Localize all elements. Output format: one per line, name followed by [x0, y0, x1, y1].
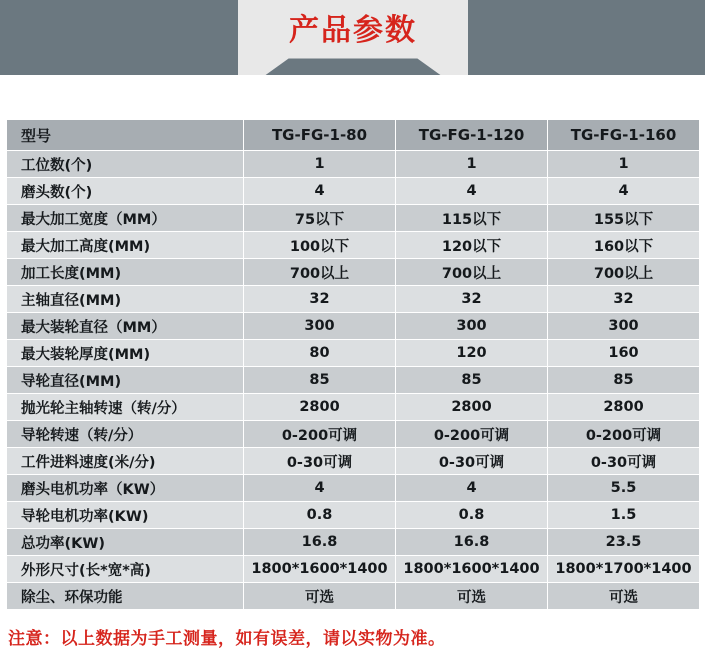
- row-value: 0-30可调: [548, 448, 700, 475]
- row-value: 85: [244, 367, 396, 394]
- row-value: 23.5: [548, 529, 700, 556]
- row-label: 导轮直径(MM): [7, 367, 244, 394]
- column-header-model-3: TG-FG-1-160: [548, 120, 700, 151]
- row-label: 最大装轮厚度(MM): [7, 340, 244, 367]
- row-value: 1: [548, 151, 700, 178]
- row-value: 0-30可调: [244, 448, 396, 475]
- table-row: [7, 475, 700, 502]
- row-value: 1800*1700*1400: [548, 556, 700, 583]
- row-value: 85: [396, 367, 548, 394]
- page-title: 产品参数: [289, 13, 417, 48]
- row-label: 磨头数(个): [7, 178, 244, 205]
- table-row: [7, 205, 700, 232]
- table-row: [7, 259, 700, 286]
- row-value: 155以下: [548, 205, 700, 232]
- row-value: 32: [244, 286, 396, 313]
- spec-table-container: [0, 95, 705, 610]
- table-row: [7, 340, 700, 367]
- table-row: [7, 286, 700, 313]
- table-row: [7, 583, 700, 610]
- row-label: 工位数(个): [7, 151, 244, 178]
- column-header-model-label: 型号: [7, 120, 244, 151]
- row-value: 可选: [244, 583, 396, 610]
- table-row: [7, 421, 700, 448]
- row-label: 总功率(KW): [7, 529, 244, 556]
- row-label: 最大加工宽度（MM）: [7, 205, 244, 232]
- table-row: [7, 367, 700, 394]
- row-value: 4: [548, 178, 700, 205]
- row-label: 最大装轮直径（MM）: [7, 313, 244, 340]
- row-value: 32: [396, 286, 548, 313]
- row-value: 16.8: [396, 529, 548, 556]
- row-value: 120: [396, 340, 548, 367]
- row-value: 1800*1600*1400: [244, 556, 396, 583]
- row-value: 4: [396, 475, 548, 502]
- row-label: 主轴直径(MM): [7, 286, 244, 313]
- row-value: 80: [244, 340, 396, 367]
- row-value: 4: [396, 178, 548, 205]
- row-value: 700以上: [244, 259, 396, 286]
- row-value: 300: [396, 313, 548, 340]
- row-value: 300: [244, 313, 396, 340]
- table-row: [7, 394, 700, 421]
- row-value: 1: [396, 151, 548, 178]
- column-header-model-2: TG-FG-1-120: [396, 120, 548, 151]
- row-value: 160以下: [548, 232, 700, 259]
- row-value: 4: [244, 178, 396, 205]
- row-label: 除尘、环保功能: [7, 583, 244, 610]
- table-row: [7, 529, 700, 556]
- row-value: 2800: [244, 394, 396, 421]
- row-label: 磨头电机功率（KW）: [7, 475, 244, 502]
- specification-table: [6, 119, 700, 610]
- row-value: 可选: [548, 583, 700, 610]
- row-value: 0-200可调: [244, 421, 396, 448]
- row-value: 4: [244, 475, 396, 502]
- row-value: 0-200可调: [548, 421, 700, 448]
- table-row: [7, 556, 700, 583]
- row-value: 160: [548, 340, 700, 367]
- table-header: [7, 120, 700, 151]
- table-row: [7, 502, 700, 529]
- row-label: 导轮电机功率(KW): [7, 502, 244, 529]
- row-value: 0.8: [244, 502, 396, 529]
- table-row: [7, 178, 700, 205]
- table-row: [7, 313, 700, 340]
- row-value: 32: [548, 286, 700, 313]
- row-value: 700以上: [548, 259, 700, 286]
- row-value: 5.5: [548, 475, 700, 502]
- row-value: 300: [548, 313, 700, 340]
- footnote: 注意：以上数据为手工测量，如有误差，请以实物为准。: [8, 629, 446, 649]
- page-banner: [0, 0, 705, 95]
- row-value: 1.5: [548, 502, 700, 529]
- row-value: 16.8: [244, 529, 396, 556]
- row-label: 加工长度(MM): [7, 259, 244, 286]
- column-header-model-1: TG-FG-1-80: [244, 120, 396, 151]
- row-value: 0.8: [396, 502, 548, 529]
- table-header-row: [7, 120, 700, 151]
- row-label: 抛光轮主轴转速（转/分）: [7, 394, 244, 421]
- row-value: 可选: [396, 583, 548, 610]
- row-value: 1: [244, 151, 396, 178]
- row-value: 2800: [548, 394, 700, 421]
- row-value: 120以下: [396, 232, 548, 259]
- table-row: [7, 232, 700, 259]
- row-value: 1800*1600*1400: [396, 556, 548, 583]
- table-body: [7, 151, 700, 610]
- row-value: 0-30可调: [396, 448, 548, 475]
- row-label: 最大加工高度(MM): [7, 232, 244, 259]
- row-value: 115以下: [396, 205, 548, 232]
- row-value: 85: [548, 367, 700, 394]
- row-value: 0-200可调: [396, 421, 548, 448]
- row-value: 100以下: [244, 232, 396, 259]
- row-label: 导轮转速（转/分）: [7, 421, 244, 448]
- row-label: 外形尺寸(长*宽*高): [7, 556, 244, 583]
- table-row: [7, 151, 700, 178]
- row-value: 2800: [396, 394, 548, 421]
- row-value: 700以上: [396, 259, 548, 286]
- table-row: [7, 448, 700, 475]
- row-value: 75以下: [244, 205, 396, 232]
- row-label: 工件进料速度(米/分): [7, 448, 244, 475]
